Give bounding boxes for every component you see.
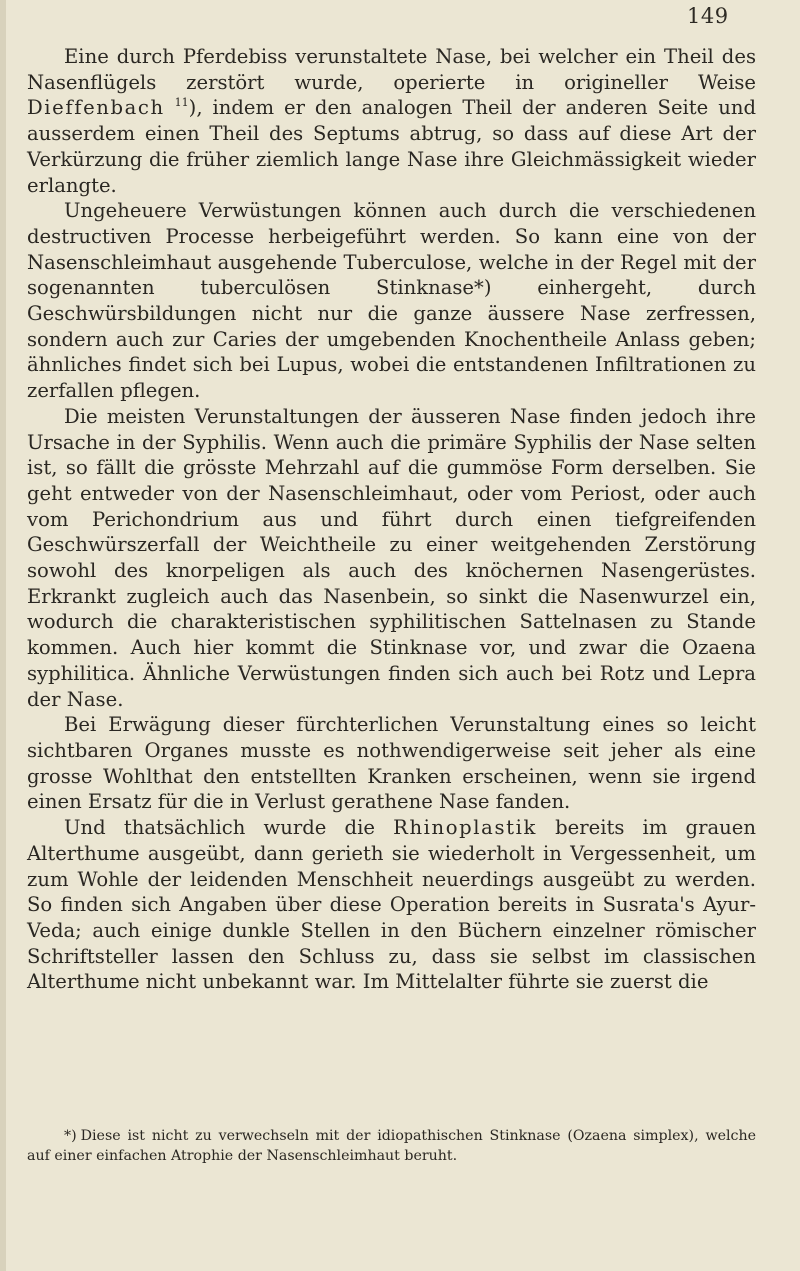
author-name: Dieffenbach (27, 96, 165, 120)
paragraph-rhinoplasty (27, 815, 756, 995)
paragraph-rest: ), indem er den analogen Theil der anderen Seite und ausserdem einen Theil des Septums abtrug, so dass auf diese Art der Verkürzung die früher ziemlich lange Nase ihre Gleichmässigkeit wieder erlangte. (27, 96, 756, 197)
paragraph-destructive-processes: Ungeheuere Verwüstungen können auch durch die verschiedenen destructiven Processe herbeigeführt werden. So kann eine von der Nasenschleimhaut ausgehende Tuberculose, welche in der Regel mit der sogenannten tuberculösen Stinknase*) einhergeht, durch Geschwürsbildungen nicht nur die ganze äussere Nase zerfressen, sondern auch zur Caries der umgebenden Knochentheile Anlass geben; ähnliches findet sich bei Lupus, wobei die entstandenen Infiltrationen zu zerfallen pflegen. (27, 199, 756, 403)
paragraph-consideration: Bei Erwägung dieser fürchterlichen Verunstaltung eines so leicht sichtbaren Organes musste es nothwendigerweise seit jeher als eine grosse Wohlthat den entstellten Kranken erscheinen, wenn sie irgend einen Ersatz für die in Verlust gerathene Nase fanden. (27, 713, 756, 814)
paragraph-lead: Und thatsächlich wurde die (64, 816, 394, 840)
paragraph-syphilis: Die meisten Verunstaltungen der äusseren Nase finden jedoch ihre Ursache in der Syphilis. Wenn auch die primäre Syphilis der Nase selten ist, so fällt die grösste Mehrzahl auf die gummöse Form derselben. Sie geht entweder von der Nasenschleimhaut, oder vom Periost, oder auch vom Perichondrium aus und führt durch einen tiefgreifenden Geschwürszerfall der Weichtheile zu einer weitgehenden Zerstörung sowohl des knorpeligen als auch des knöchernen Nasengerüstes. Erkrankt zugleich auch das Nasenbein, so sinkt die Nasenwurzel ein, wodurch die charakteristischen syphilitischen Sattelnasen zu Stande kommen. Auch hier kommt die Stinknase vor, und zwar die Ozaena syphilitica. Ähnliche Verwüstungen finden sich auch bei Rotz und Lepra der Nase. (27, 404, 756, 711)
footnote (27, 1126, 756, 1166)
paragraph-rest: bereits im grauen Alterthume ausgeübt, dann gerieth sie wiederholt in Vergessenheit, um zum Wohle der leidenden Menschheit neuerdings ausgeübt zu werden. So finden sich Angaben über diese Operation bereits in Susrata's Ayur-Veda; auch einige dunkle Stellen in den Büchern einzelner römischer Schriftsteller lassen den Schluss zu, dass sie selbst im classischen Alterthume nicht unbekannt war. Im Mittelalter führte sie zuerst die (27, 816, 756, 994)
paragraph-lead: Eine durch Pferdebiss verunstaltete Nase, bei welcher ein Theil des Nasenflügels zerstört wurde, operierte in origineller Weise (27, 45, 756, 94)
page-number: 149 (687, 4, 729, 28)
term-rhinoplastik: Rhinoplastik (393, 816, 537, 840)
paragraph-dieffenbach (27, 44, 756, 198)
footnote-marker: *) (64, 1128, 77, 1144)
footnote-text: Diese ist nicht zu verwechseln mit der idiopathischen Stinknase (Ozaena simplex), welche auf einer einfachen Atrophie der Nasenschleimhaut beruht. (27, 1128, 756, 1164)
body-text (27, 44, 756, 995)
reference-superscript: 11 (174, 96, 189, 110)
binding-edge (0, 0, 6, 1271)
